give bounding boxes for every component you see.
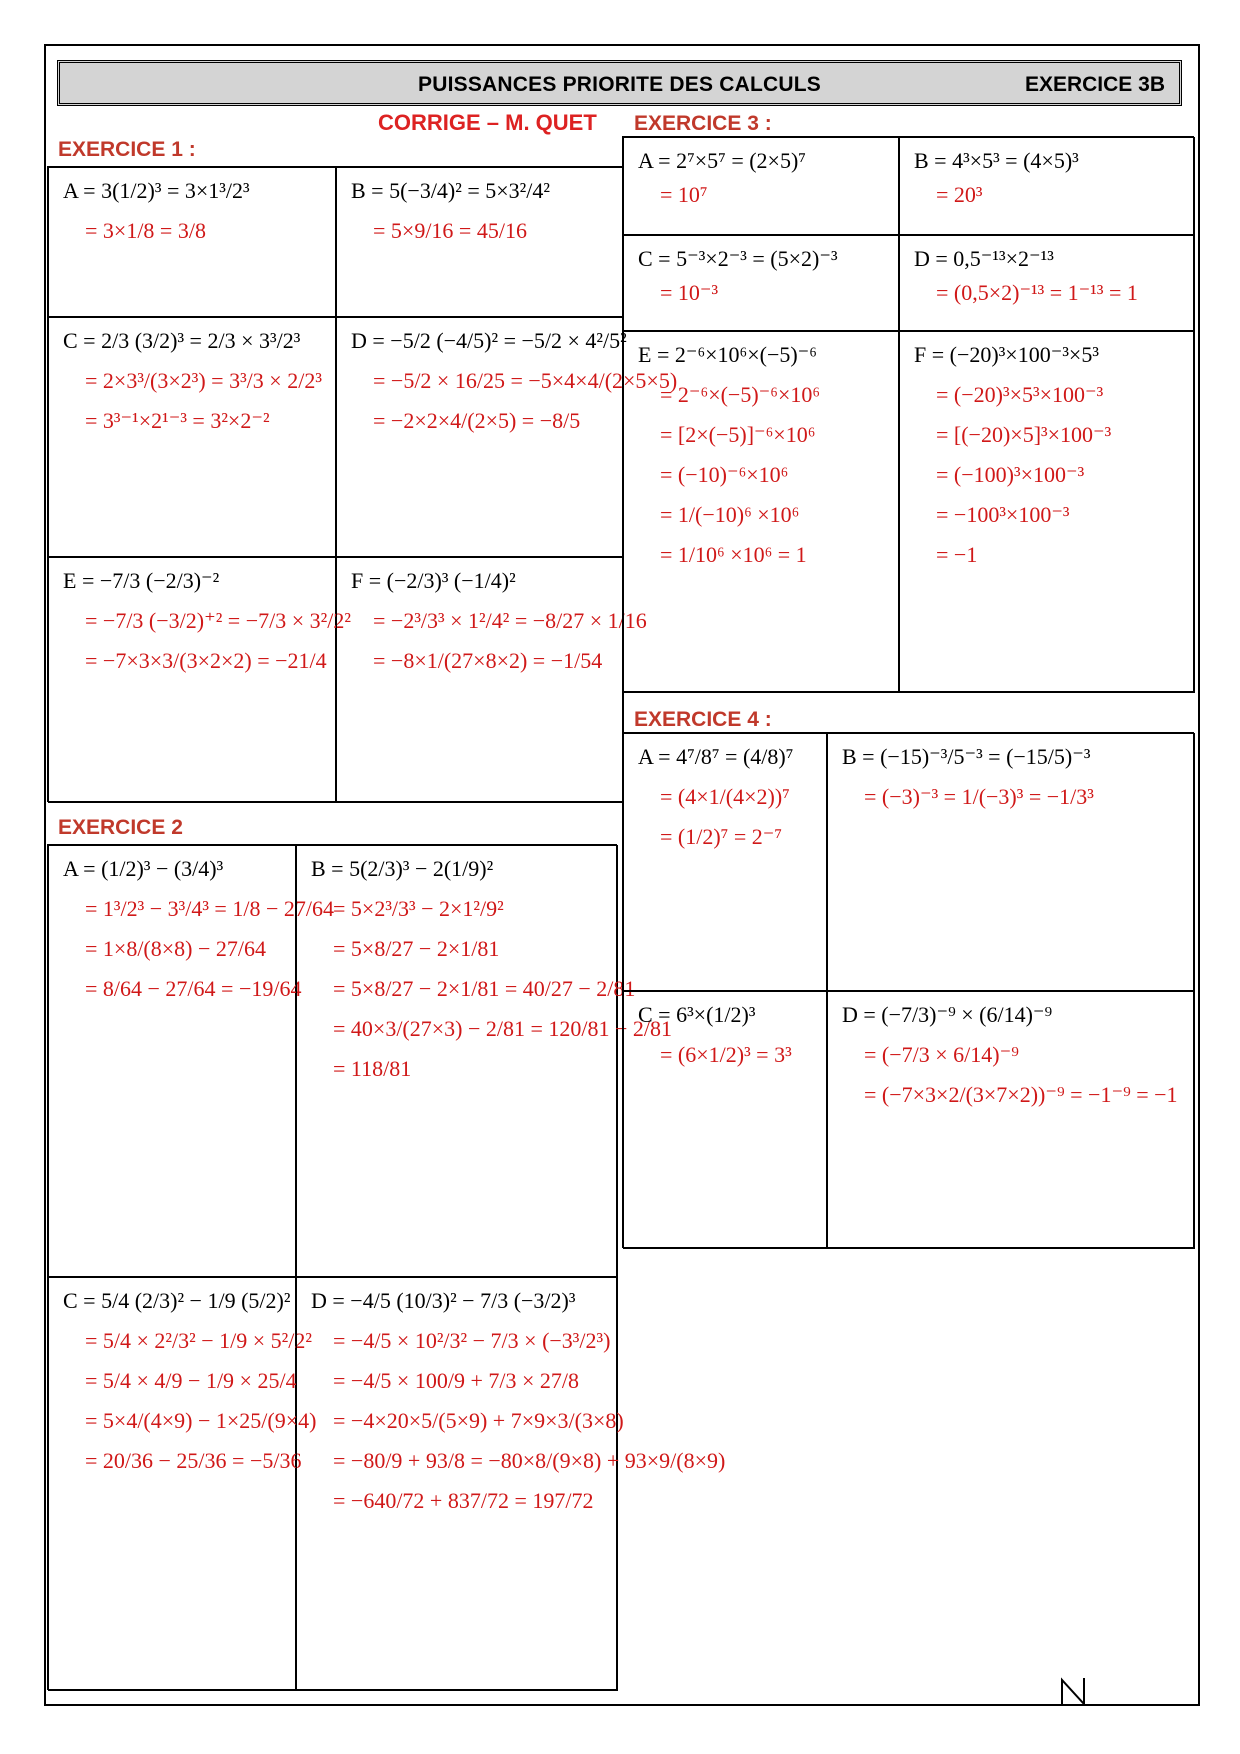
- question: A = (1/2)³ − (3/4)³: [63, 856, 224, 881]
- header-exercise: EXERCICE 3B: [1024, 73, 1165, 96]
- question: B = 4³×5³ = (4×5)³: [914, 148, 1079, 173]
- ex1-cell-f: [336, 557, 647, 803]
- ex1-cell-c: [48, 317, 336, 557]
- step: = (−20)³×5³×100⁻³: [936, 382, 1104, 407]
- step: = 2⁻⁶×(−5)⁻⁶×10⁶: [660, 382, 821, 407]
- ex3-cell-b: [899, 137, 1195, 235]
- question: D = −4/5 (10/3)² − 7/3 (−3/2)³: [311, 1288, 576, 1313]
- ex3-cell-a: [623, 137, 899, 235]
- ex2-cell-d: [296, 1277, 726, 1691]
- question: F = (−20)³×100⁻³×5³: [914, 342, 1099, 367]
- ex4-cell-c: [623, 991, 827, 1249]
- question: A = 2⁷×5⁷ = (2×5)⁷: [638, 148, 806, 173]
- ex2-cell-a: [48, 845, 334, 1277]
- step: = 1/10⁶ ×10⁶ = 1: [660, 542, 807, 567]
- step: = 3×1/8 = 3/8: [85, 218, 206, 243]
- question: C = 2/3 (3/2)³ = 2/3 × 3³/2³: [63, 328, 301, 353]
- step: = 10⁻³: [660, 280, 719, 305]
- step: = 5×4/(4×9) − 1×25/(9×4): [85, 1408, 317, 1433]
- step: = 5×8/27 − 2×1/81 = 40/27 − 2/81: [333, 976, 636, 1001]
- step: = 118/81: [333, 1056, 412, 1081]
- ex2-cell-b: [296, 845, 673, 1277]
- step: = 5/4 × 2²/3² − 1/9 × 5²/2²: [85, 1328, 312, 1353]
- step: = −7×3×3/(3×2×2) = −21/4: [85, 648, 327, 673]
- ex4-cell-b: [827, 733, 1195, 991]
- step: = 1×8/(8×8) − 27/64: [85, 936, 267, 961]
- ex1-cell-a: [48, 167, 336, 317]
- step: = [2×(−5)]⁻⁶×10⁶: [660, 422, 816, 447]
- step: = (0,5×2)⁻¹³ = 1⁻¹³ = 1: [936, 280, 1138, 305]
- step: = 5×8/27 − 2×1/81: [333, 936, 500, 961]
- question: C = 5⁻³×2⁻³ = (5×2)⁻³: [638, 246, 838, 271]
- step: = 2×3³/(3×2³) = 3³/3 × 2/2³: [85, 368, 322, 393]
- author-line: CORRIGE – M. QUET: [378, 110, 597, 135]
- step: = −7/3 (−3/2)⁺² = −7/3 × 3²/2²: [85, 608, 351, 633]
- step: = (−100)³×100⁻³: [936, 462, 1085, 487]
- question: C = 5/4 (2/3)² − 1/9 (5/2)²: [63, 1288, 291, 1313]
- step: = −4×20×5/(5×9) + 7×9×3/(3×8): [333, 1408, 624, 1433]
- step: = (−7×3×2/(3×7×2))⁻⁹ = −1⁻⁹ = −1: [864, 1082, 1178, 1107]
- step: = 5×9/16 = 45/16: [373, 218, 527, 243]
- ex4-title: EXERCICE 4 :: [634, 708, 772, 731]
- ex3-cell-f: [899, 331, 1195, 693]
- step: = −4/5 × 100/9 + 7/3 × 27/8: [333, 1368, 579, 1393]
- step: = 20³: [936, 182, 983, 207]
- step: = 3³⁻¹×2¹⁻³ = 3²×2⁻²: [85, 408, 270, 433]
- question: D = (−7/3)⁻⁹ × (6/14)⁻⁹: [842, 1002, 1053, 1027]
- step: = [(−20)×5]³×100⁻³: [936, 422, 1112, 447]
- step: = −80/9 + 93/8 = −80×8/(9×8) + 93×9/(8×9): [333, 1448, 726, 1473]
- step: = 5/4 × 4/9 − 1/9 × 25/4: [85, 1368, 297, 1393]
- step: = 1³/2³ − 3³/4³ = 1/8 − 27/64: [85, 896, 334, 921]
- ex1-cell-e: [48, 557, 351, 803]
- ex3-title: EXERCICE 3 :: [634, 112, 772, 135]
- ex4-cell-a: [623, 733, 827, 991]
- step: = −8×1/(27×8×2) = −1/54: [373, 648, 603, 673]
- step: = (6×1/2)³ = 3³: [660, 1042, 792, 1067]
- step: = 1/(−10)⁶ ×10⁶: [660, 502, 800, 527]
- ex3-cell-e: [623, 331, 899, 693]
- ex3-cell-c: [623, 235, 899, 331]
- question: B = (−15)⁻³/5⁻³ = (−15/5)⁻³: [842, 744, 1091, 769]
- ex4-cell-d: [827, 991, 1195, 1249]
- step: = 40×3/(27×3) − 2/81 = 120/81 − 2/81: [333, 1016, 673, 1041]
- ex3-cell-d: [899, 235, 1195, 331]
- ex2-cell-c: [48, 1277, 317, 1691]
- step: = (−3)⁻³ = 1/(−3)³ = −1/3³: [864, 784, 1094, 809]
- ex4-grid: [622, 732, 1194, 1248]
- step: = 20/36 − 25/36 = −5/36: [85, 1448, 302, 1473]
- step: = −2³/3³ × 1²/4² = −8/27 × 1/16: [373, 608, 647, 633]
- question: A = 3(1/2)³ = 3×1³/2³: [63, 178, 250, 203]
- ex1-grid: [47, 166, 678, 802]
- step: = 5×2³/3³ − 2×1²/9²: [333, 896, 504, 921]
- step: = −1: [936, 542, 978, 567]
- step: = 8/64 − 27/64 = −19/64: [85, 976, 302, 1001]
- page-header: [57, 60, 1182, 106]
- ex1-cell-b: [336, 167, 624, 317]
- step: = −2×2×4/(2×5) = −8/5: [373, 408, 581, 433]
- step: = −100³×100⁻³: [936, 502, 1070, 527]
- step: = −5/2 × 16/25 = −5×4×4/(2×5×5): [373, 368, 678, 393]
- step: = (−7/3 × 6/14)⁻⁹: [864, 1042, 1019, 1067]
- ex3-grid: [622, 136, 1194, 692]
- question: C = 6³×(1/2)³: [638, 1002, 756, 1027]
- step: = −4/5 × 10²/3² − 7/3 × (−3³/2³): [333, 1328, 611, 1353]
- question: B = 5(−3/4)² = 5×3²/4²: [351, 178, 550, 203]
- question: B = 5(2/3)³ − 2(1/9)²: [311, 856, 494, 881]
- question: D = 0,5⁻¹³×2⁻¹³: [914, 246, 1054, 271]
- step: = (4×1/(4×2))⁷: [660, 784, 790, 809]
- step: = (1/2)⁷ = 2⁻⁷: [660, 824, 783, 849]
- step: = −640/72 + 837/72 = 197/72: [333, 1488, 594, 1513]
- page-corner-icon: [1060, 1676, 1088, 1706]
- question: E = 2⁻⁶×10⁶×(−5)⁻⁶: [638, 342, 817, 367]
- step: = (−10)⁻⁶×10⁶: [660, 462, 789, 487]
- step: = 10⁷: [660, 182, 708, 207]
- question: D = −5/2 (−4/5)² = −5/2 × 4²/5²: [351, 328, 627, 353]
- ex2-title: EXERCICE 2: [58, 816, 183, 839]
- ex1-title: EXERCICE 1 :: [58, 138, 196, 161]
- question: A = 4⁷/8⁷ = (4/8)⁷: [638, 744, 794, 769]
- question: F = (−2/3)³ (−1/4)²: [351, 568, 516, 593]
- question: E = −7/3 (−2/3)⁻²: [63, 568, 220, 593]
- header-title: PUISSANCES PRIORITE DES CALCULS: [418, 73, 821, 96]
- ex1-cell-d: [336, 317, 678, 557]
